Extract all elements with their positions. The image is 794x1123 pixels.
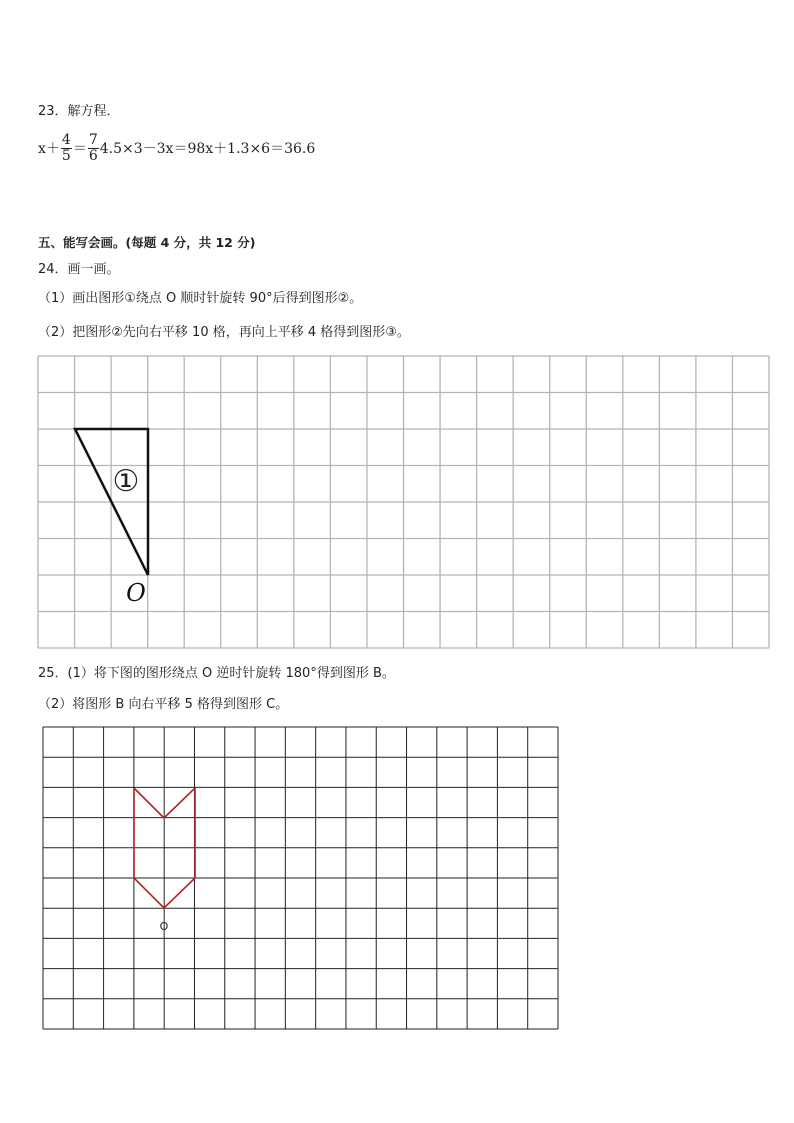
point-o-label-25: O [159,920,169,933]
q25-part1: 25．(1）将下图的图形绕点 O 逆时针旋转 180°得到图形 B。 [38,666,395,681]
q24-part2: （2）把图形②先向右平移 10 格，再向上平移 4 格得到图形③。 [38,325,410,340]
section-5-title: 五、能写会画。(每题 4 分，共 12 分) [38,235,256,250]
equation-2: 4.5×3－3x＝9 [99,141,197,157]
q23-title: 23．解方程． [38,104,120,119]
q25-part2: （2）将图形 B 向右平移 5 格得到图形 C。 [38,697,289,712]
point-o-label: O [126,579,146,607]
figure-1-label: ① [112,464,140,499]
q24-title: 24．画一画。 [38,262,120,277]
q25-grid [43,727,558,1029]
eq1-equals: ＝ [72,141,87,157]
equation-3: 8x＋1.3×6＝36.6 [196,141,316,157]
fraction-7-6: $\frac{7}{6}$ [88,131,98,164]
q24-part1: （1）画出图形①绕点 O 顺时针旋转 90°后得到图形②。 [38,291,363,306]
eq1-left: x＋ [38,141,60,157]
fraction-4-5: $\frac{4}{5}$ [61,131,71,164]
